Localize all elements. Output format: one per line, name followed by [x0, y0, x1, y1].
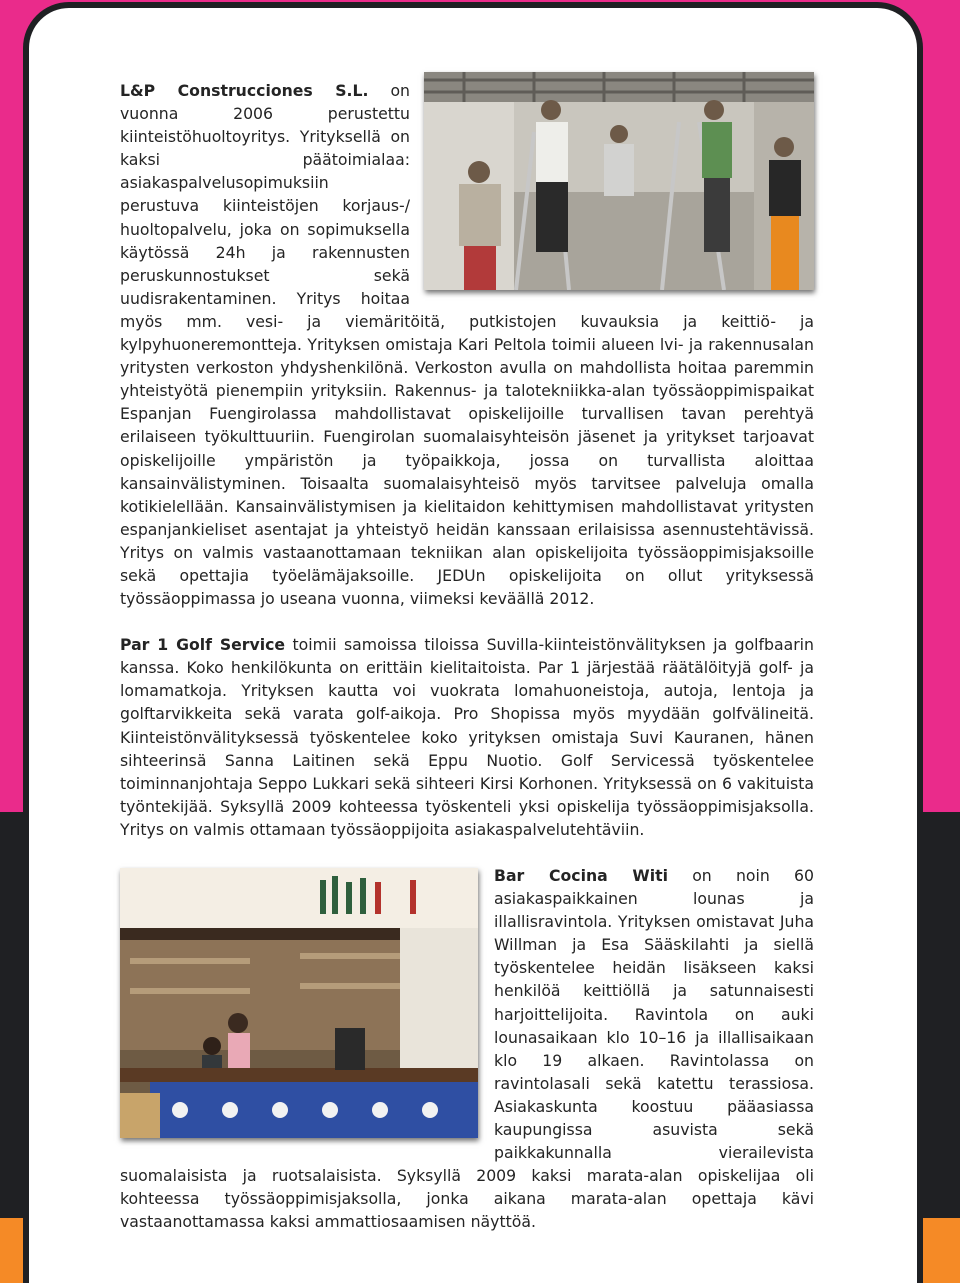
company-name-golf: Par 1 Golf Service: [120, 635, 286, 655]
paragraph-spacer: [120, 841, 814, 864]
article-body: [120, 79, 814, 1234]
photo-bar-cocina-witi: [120, 868, 478, 1138]
paragraph-lp-text: on vuonna 2006 perustettu kiinteistöhuoltoyritys. Yrityksellä on kaksi päätoimialaa: asiakaspalvelusopimuksiin perustuva kiinteistöjen korjaus-/ huoltopalvelu, joka on sopimuksella käytössä 24h ja rakennusten peruskunnostukset sekä uudisrakentaminen. Yritys hoitaa myös mm. vesi- ja viemäritöitä, putkistojen kuvauksia ja keittiö- ja kylpyhuoneremontteja. Yrityksen omistaja Kari Peltola toimii alueen lvi- ja rakennusalan yritysten verkoston yhdyshenkilönä. Verkoston avulla on mahdollista hoitaa paremmin yhteistyötä pienempiin yrityksiin. Rakennus- ja talotekniikka-alan työssäoppimispaikat Espanjan Fuengirolassa mahdollistavat opiskelijoille turvallisen tavan perehtyä erilaiseen työkulttuuriin. Fuengirolan suomalaisyhteisön jäsenet ja yritykset tarjoavat opiskelijoille ympäristön ja työpaikkoja, jossa on turvallista aloittaa kansainvälistyminen. Toisaalta suomalaisyhteisö myös tarvitsee palveluja omalla kotikielellään. Kansainvälistymisen ja kielitaidon kehittymisen mahdollistavat yritysten espanjankieliset asentajat ja yhteistyö heidän kanssaan erilaisissa asennustehtävissä. Yritys on valmis vastaanottamaan tekniikan alan opiskelijoita työssäoppimisjaksoille sekä opettajia työelämäjaksoille. JEDUn opiskelijoita on ollut yrityksessä työssäoppimassa jo useana vuonna, viimeksi keväällä 2012.: [120, 81, 814, 609]
paragraph-par1-golf: [120, 633, 814, 841]
photo-construction-workers: [424, 72, 814, 290]
paragraph-bar-text: on noin 60 asiakaspaikkainen lounas ja illallisravintola. Yrityksen omistavat Juha Willman ja Esa Sääskilahti ja siellä työskentelee heidän lisäkseen kaksi henkilöä keittiöllä ja satunnaisesti harjoittelijoita. Ravintola on auki lounasaikaan klo 10–16 ja illallisaikaan klo 19 alkaen. Ravintolassa on ravintolasali sekä katettu terassiosa. Asiakaskunta koostuu pääasiassa kaupungissa asuvista sekä paikkakunnalla vierailevista suomalaisista ja ruotsalaisista. Syksyllä 2009 kaksi marata-alan opiskelijaa oli kohteessa työssäoppimisjaksolla, jonka aikana marata-alan opettaja kävi vastaanottamassa kaksi ammattiosaamisen näyttöä.: [120, 866, 814, 1232]
paragraph-spacer: [120, 610, 814, 633]
company-name-lp: L&P Construcciones S.L.: [120, 81, 369, 100]
paragraph-golf-text: toimii samoissa tiloissa Suvilla-kiinteistönvälityksen ja golfbaarin kanssa. Koko henkilökunta on erittäin kielitaitoista. Par 1 järjestää räätälöityjä golf- ja lomamatkoja. Yrityksen kautta voi vuokrata lomahuoneistoja, autoja, lentoja ja golftarvikkeita sekä varata golf-aikoja. Pro Shopissa myös myydään golfvälineitä. Kiinteistönvälityksessä työskentelee koko yrityksen omistaja Suvi Kauranen, hänen sihteerinsä Sanna Laitinen sekä Eppu Nuotio. Golf Servicessä työskentelee toiminnanjohtaja Seppo Lukkari sekä sihteeri Kirsi Korhonen. Yrityksessä on 6 vakituista työntekijää. Syksyllä 2009 kohteessa työskenteli yksi opiskelija työssäoppimisjaksolla. Yritys on valmis ottamaan työssäoppijoita asiakaspalvelutehtäviin.: [120, 635, 814, 839]
company-name-bar: Bar Cocina Witi: [494, 866, 668, 885]
